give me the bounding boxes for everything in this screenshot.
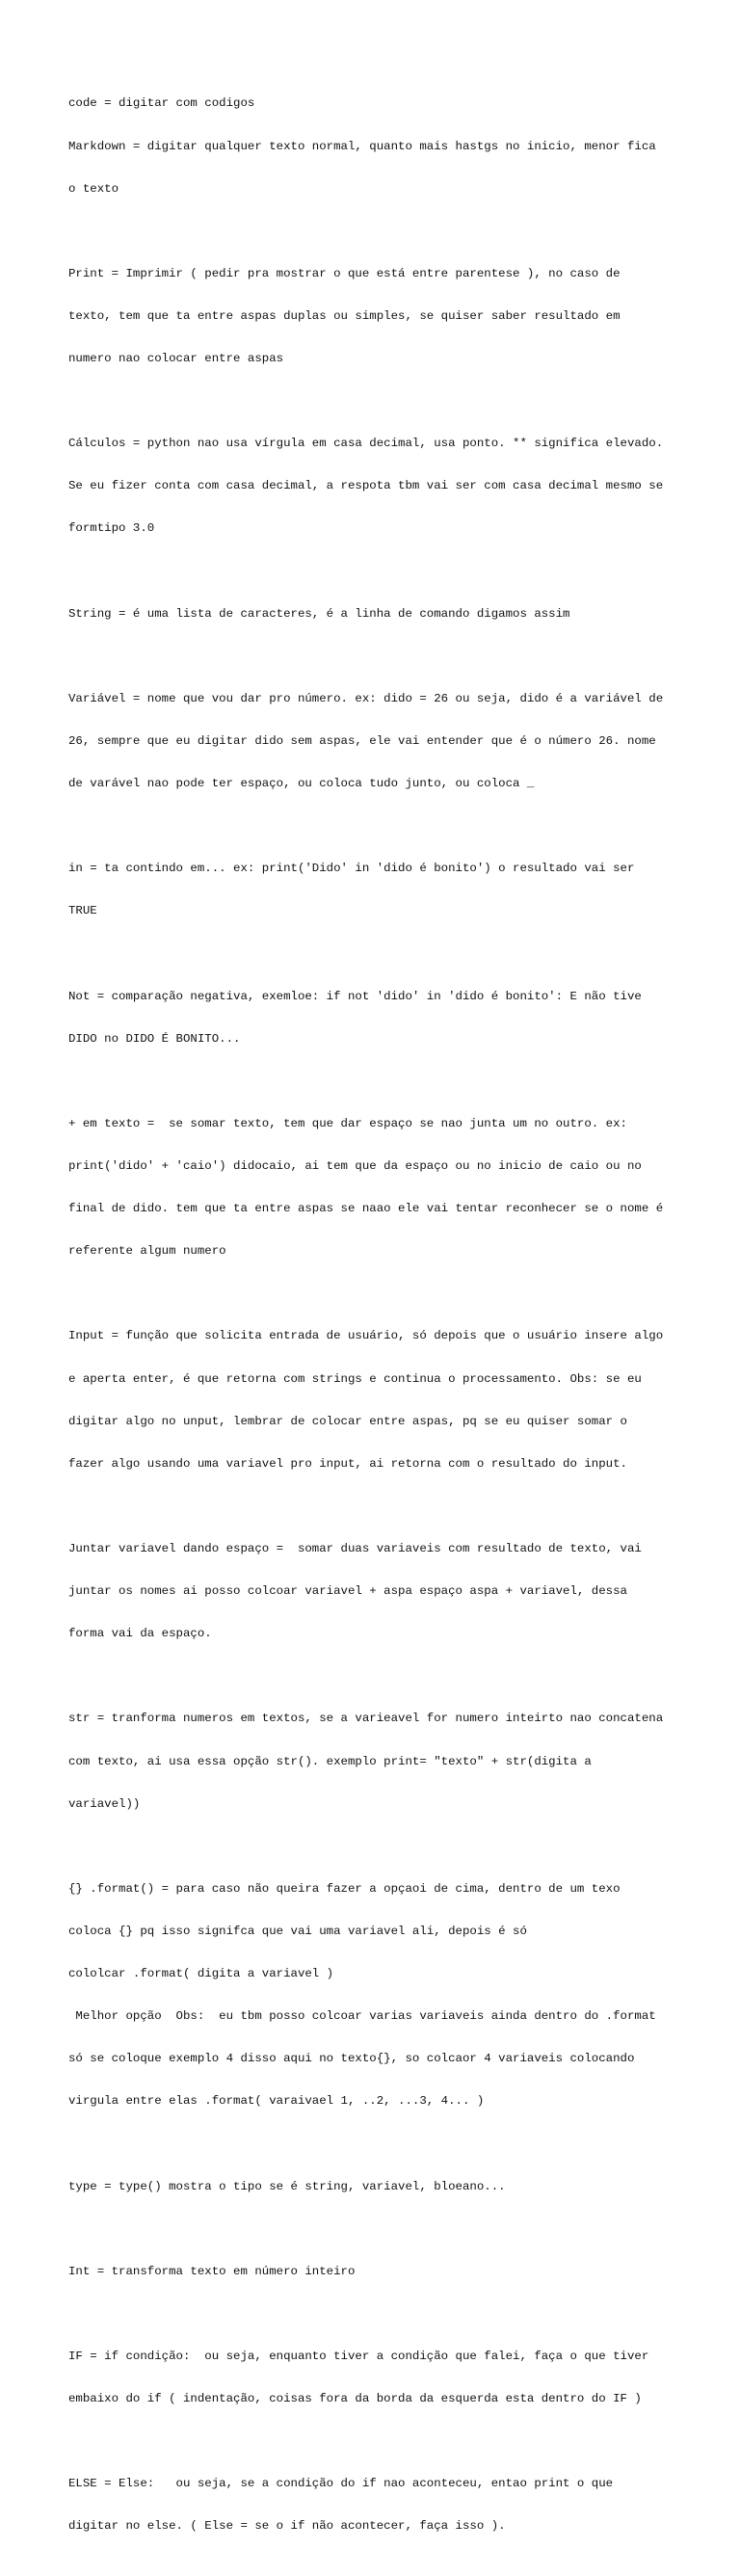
text-line: juntar os nomes ai posso colcoar variavel + aspa espaço aspa + variavel, dessa (68, 1584, 627, 1599)
text-line: Not = comparação negativa, exemloe: if not 'dido' in 'dido é bonito': E não tive (68, 989, 642, 1003)
text-line: str = tranforma numeros em textos, se a varieavel for numero inteirto nao concatena (68, 1712, 664, 1726)
text-line: variavel)) (68, 1796, 141, 1811)
paragraph-code-markdown (68, 68, 675, 225)
text-line: de varável nao pode ter espaço, ou coloca tudo junto, ou coloca _ (68, 777, 535, 791)
paragraph-type (68, 2151, 675, 2222)
text-line: TRUE (68, 904, 97, 918)
paragraph-if (68, 2322, 675, 2435)
paragraph-em-texto (68, 1089, 675, 1288)
paragraph-else (68, 2449, 675, 2563)
text-line: texto, tem que ta entre aspas duplas ou simples, se quiser saber resultado em (68, 308, 621, 323)
text-line: embaixo do if ( indentação, coisas fora da borda da esquerda esta dentro do IF ) (68, 2392, 642, 2406)
text-line: virgula entre elas .format( varaivael 1, ..2, ...3, 4... ) (68, 2094, 485, 2109)
paragraph-input (68, 1301, 675, 1500)
text-line: code = digitar com codigos (68, 96, 255, 111)
text-line: só se coloque exemplo 4 disso aqui no texto{}, so colcaor 4 variaveis colocando (68, 2052, 635, 2066)
text-line: fazer algo usando uma variavel pro input, ai retorna com o resultado do input. (68, 1456, 627, 1471)
text-line: Int = transforma texto em número inteiro (68, 2264, 356, 2278)
paragraph-print (68, 238, 675, 394)
text-line: Variável = nome que vou dar pro número. ex: dido = 26 ou seja, dido é a variável de (68, 691, 664, 705)
document-page (68, 68, 675, 2576)
text-line: Cálculos = python nao usa vírgula em casa decimal, usa ponto. ** significa elevado. (68, 437, 664, 451)
text-line: Markdown = digitar qualquer texto normal, quanto mais hastgs no inicio, menor fica (68, 139, 656, 153)
paragraph-not (68, 961, 675, 1075)
text-line: cololcar .format( digita a variavel ) (68, 1967, 334, 1981)
text-line: in = ta contindo em... ex: print('Dido' in 'dido é bonito') o resultado vai ser (68, 862, 635, 876)
paragraph-in (68, 834, 675, 947)
text-line: 26, sempre que eu digitar dido sem aspas, ele vai entender que é o número 26. nome (68, 733, 656, 748)
text-line: + em texto = se somar texto, tem que dar espaço se nao junta um no outro. ex: (68, 1116, 627, 1130)
text-line: o texto (68, 181, 119, 196)
text-line: referente algum numero (68, 1244, 226, 1259)
text-line: com texto, ai usa essa opção str(). exemplo print= "texto" + str(digita a (68, 1754, 592, 1768)
text-line: Se eu fizer conta com casa decimal, a respota tbm vai ser com casa decimal mesmo se (68, 479, 664, 493)
paragraph-int (68, 2236, 675, 2307)
paragraph-variavel (68, 663, 675, 819)
text-line: digitar algo no unput, lembrar de colocar entre aspas, pq se eu quiser somar o (68, 1414, 627, 1428)
text-line: Input = função que solicita entrada de usuário, só depois que o usuário insere algo (68, 1329, 664, 1343)
text-line: String = é uma lista de caracteres, é a linha de comando digamos assim (68, 606, 570, 621)
text-line: numero nao colocar entre aspas (68, 352, 284, 366)
text-line: type = type() mostra o tipo se é string, variavel, bloeano... (68, 2179, 506, 2193)
paragraph-str (68, 1684, 675, 1840)
text-line: {} .format() = para caso não queira fazer a opçaoi de cima, dentro de um texo (68, 1881, 621, 1896)
text-line: e aperta enter, é que retorna com strings e continua o processamento. Obs: se eu (68, 1371, 642, 1386)
text-line: coloca {} pq isso signifca que vai uma variavel ali, depois é só (68, 1924, 527, 1938)
text-line: Print = Imprimir ( pedir pra mostrar o que está entre parentese ), no caso de (68, 266, 621, 280)
paragraph-string (68, 578, 675, 650)
text-line: IF = if condição: ou seja, enquanto tiver a condição que falei, faça o que tiver (68, 2349, 649, 2363)
text-line: final de dido. tem que ta entre aspas se naao ele vai tentar reconhecer se o nome é (68, 1202, 664, 1216)
text-line: DIDO no DIDO É BONITO... (68, 1031, 241, 1046)
text-line: forma vai da espaço. (68, 1627, 212, 1641)
text-line: print('dido' + 'caio') didocaio, ai tem que da espaço ou no inicio de caio ou no (68, 1159, 642, 1174)
text-line: Juntar variavel dando espaço = somar duas variaveis com resultado de texto, vai (68, 1541, 642, 1555)
text-line: Melhor opção Obs: eu tbm posso colcoar varias variaveis ainda dentro do .format (68, 2009, 656, 2024)
paragraph-juntar-variavel (68, 1514, 675, 1670)
text-line: digitar no else. ( Else = se o if não acontecer, faça isso ). (68, 2519, 506, 2534)
paragraph-calculos (68, 409, 675, 565)
text-line: ELSE = Else: ou seja, se a condição do if nao aconteceu, entao print o que (68, 2477, 614, 2491)
paragraph-format (68, 1853, 675, 2137)
text-line: formtipo 3.0 (68, 521, 155, 536)
